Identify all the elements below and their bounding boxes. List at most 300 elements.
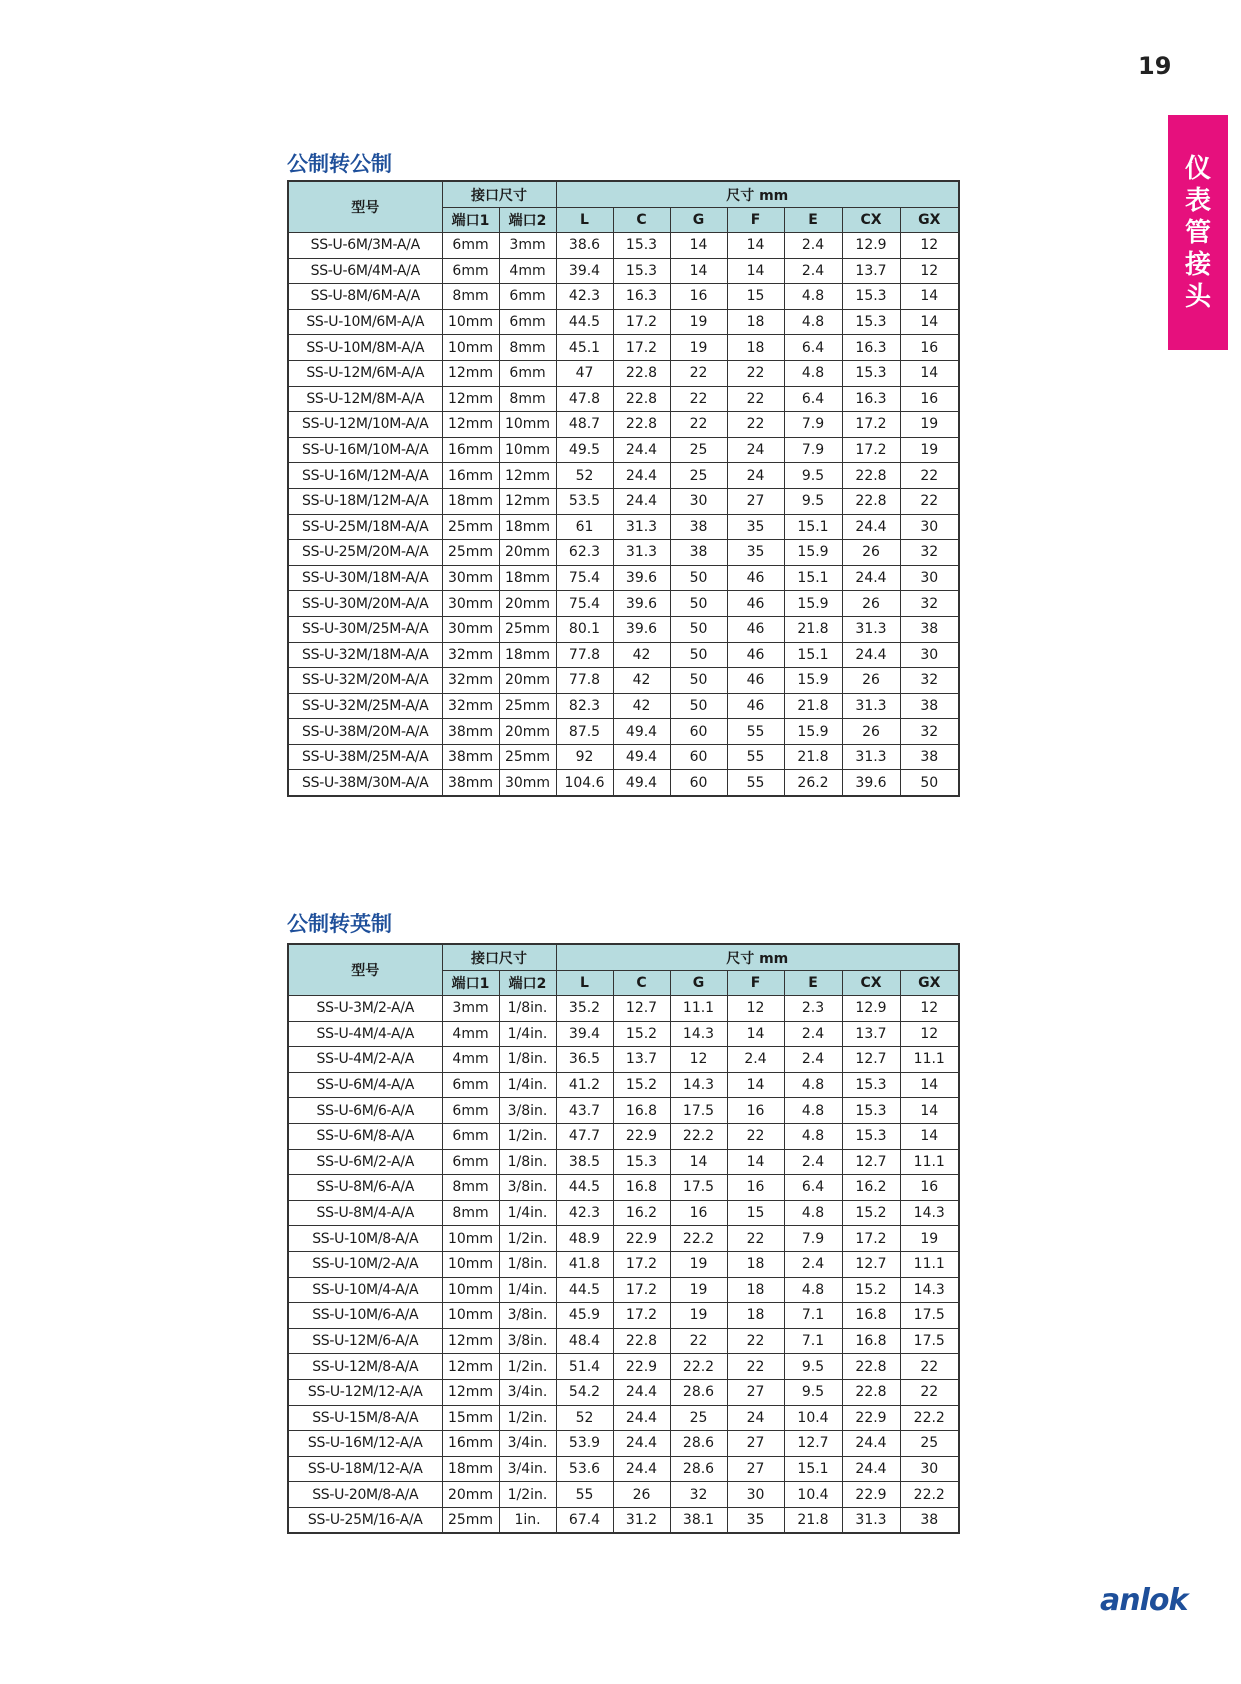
cell-port2: 3/8in.	[499, 1328, 556, 1354]
cell-dim-l: 45.9	[556, 1303, 613, 1329]
cell-dim-cx: 15.3	[842, 360, 900, 386]
cell-model: SS-U-6M/8-A/A	[288, 1123, 442, 1149]
header-dim-cx: CX	[842, 208, 900, 233]
cell-port1: 16mm	[442, 437, 499, 463]
cell-port2: 8mm	[499, 386, 556, 412]
header-dim-c: C	[613, 971, 670, 996]
cell-dim-e: 21.8	[784, 616, 842, 642]
cell-dim-l: 38.5	[556, 1149, 613, 1175]
cell-model: SS-U-38M/30M-A/A	[288, 770, 442, 796]
cell-dim-l: 80.1	[556, 616, 613, 642]
cell-port2: 20mm	[499, 668, 556, 694]
cell-model: SS-U-12M/10M-A/A	[288, 412, 442, 438]
cell-dim-cx: 24.4	[842, 642, 900, 668]
table-row	[288, 565, 959, 591]
cell-dim-cx: 17.2	[842, 1226, 900, 1252]
cell-dim-e: 15.1	[784, 514, 842, 540]
cell-port1: 10mm	[442, 1226, 499, 1252]
table-row	[288, 1021, 959, 1047]
cell-dim-l: 75.4	[556, 565, 613, 591]
brand-logo: anlok	[1100, 1583, 1188, 1618]
cell-dim-f: 27	[727, 1456, 784, 1482]
cell-port1: 12mm	[442, 360, 499, 386]
cell-dim-gx: 12	[900, 258, 959, 284]
cell-dim-c: 22.9	[613, 1354, 670, 1380]
table-row	[288, 437, 959, 463]
table-row	[288, 1175, 959, 1201]
cell-dim-g: 14.3	[670, 1021, 727, 1047]
cell-port2: 20mm	[499, 540, 556, 566]
cell-dim-e: 7.1	[784, 1328, 842, 1354]
cell-model: SS-U-4M/4-A/A	[288, 1021, 442, 1047]
cell-dim-c: 17.2	[613, 1277, 670, 1303]
cell-port2: 1/2in.	[499, 1123, 556, 1149]
cell-dim-gx: 22	[900, 1354, 959, 1380]
cell-dim-l: 48.7	[556, 412, 613, 438]
cell-dim-cx: 39.6	[842, 770, 900, 796]
cell-dim-e: 15.1	[784, 565, 842, 591]
cell-model: SS-U-32M/18M-A/A	[288, 642, 442, 668]
cell-dim-gx: 16	[900, 335, 959, 361]
cell-dim-g: 14	[670, 258, 727, 284]
cell-dim-c: 15.2	[613, 1072, 670, 1098]
cell-dim-c: 49.4	[613, 744, 670, 770]
cell-dim-gx: 32	[900, 591, 959, 617]
cell-dim-cx: 26	[842, 591, 900, 617]
table-row	[288, 1328, 959, 1354]
table-row	[288, 514, 959, 540]
cell-dim-g: 28.6	[670, 1431, 727, 1457]
cell-dim-l: 39.4	[556, 258, 613, 284]
table-row	[288, 1149, 959, 1175]
cell-port2: 10mm	[499, 412, 556, 438]
header-dim-cx: CX	[842, 971, 900, 996]
cell-dim-cx: 22.8	[842, 463, 900, 489]
cell-dim-gx: 22	[900, 1379, 959, 1405]
cell-port1: 30mm	[442, 591, 499, 617]
cell-dim-c: 22.8	[613, 360, 670, 386]
cell-dim-e: 4.8	[784, 284, 842, 310]
cell-model: SS-U-16M/12-A/A	[288, 1431, 442, 1457]
section-title-metric-to-imperial: 公制转英制	[287, 912, 392, 936]
cell-port2: 10mm	[499, 437, 556, 463]
cell-port2: 3/4in.	[499, 1431, 556, 1457]
cell-dim-f: 14	[727, 1021, 784, 1047]
cell-dim-e: 7.9	[784, 412, 842, 438]
table-row	[288, 1456, 959, 1482]
cell-dim-f: 2.4	[727, 1047, 784, 1073]
cell-port2: 1/2in.	[499, 1405, 556, 1431]
cell-dim-f: 46	[727, 591, 784, 617]
table-row	[288, 693, 959, 719]
header-dim-gx: GX	[900, 208, 959, 233]
cell-port1: 6mm	[442, 233, 499, 259]
header-port2: 端口2	[499, 208, 556, 233]
spec-table-metric-to-imperial	[287, 943, 960, 1534]
cell-port2: 12mm	[499, 488, 556, 514]
cell-dim-g: 50	[670, 642, 727, 668]
cell-model: SS-U-10M/4-A/A	[288, 1277, 442, 1303]
cell-dim-gx: 38	[900, 1507, 959, 1533]
cell-dim-gx: 17.5	[900, 1303, 959, 1329]
cell-dim-f: 22	[727, 1226, 784, 1252]
cell-dim-cx: 15.3	[842, 1098, 900, 1124]
table-row	[288, 1200, 959, 1226]
cell-dim-c: 16.8	[613, 1175, 670, 1201]
cell-model: SS-U-38M/20M-A/A	[288, 719, 442, 745]
cell-dim-f: 24	[727, 463, 784, 489]
cell-port1: 25mm	[442, 1507, 499, 1533]
cell-dim-g: 25	[670, 463, 727, 489]
cell-dim-g: 19	[670, 335, 727, 361]
cell-dim-g: 50	[670, 668, 727, 694]
cell-dim-c: 24.4	[613, 437, 670, 463]
cell-dim-e: 15.9	[784, 668, 842, 694]
cell-dim-l: 61	[556, 514, 613, 540]
cell-dim-e: 6.4	[784, 335, 842, 361]
cell-dim-g: 19	[670, 309, 727, 335]
cell-dim-f: 15	[727, 284, 784, 310]
cell-dim-f: 55	[727, 770, 784, 796]
cell-model: SS-U-8M/6-A/A	[288, 1175, 442, 1201]
cell-dim-g: 38	[670, 540, 727, 566]
table-row	[288, 642, 959, 668]
cell-dim-f: 22	[727, 1354, 784, 1380]
cell-port2: 20mm	[499, 591, 556, 617]
cell-dim-cx: 12.7	[842, 1047, 900, 1073]
cell-dim-g: 17.5	[670, 1098, 727, 1124]
cell-port2: 3/8in.	[499, 1175, 556, 1201]
header-dim-l: L	[556, 971, 613, 996]
cell-port1: 10mm	[442, 1277, 499, 1303]
cell-port2: 1/4in.	[499, 1200, 556, 1226]
header-port-size: 接口尺寸	[442, 944, 556, 971]
cell-model: SS-U-18M/12M-A/A	[288, 488, 442, 514]
cell-port1: 20mm	[442, 1482, 499, 1508]
cell-port1: 18mm	[442, 488, 499, 514]
cell-port1: 30mm	[442, 565, 499, 591]
cell-dim-g: 16	[670, 1200, 727, 1226]
cell-dim-f: 18	[727, 1251, 784, 1277]
cell-dim-l: 47.7	[556, 1123, 613, 1149]
cell-dim-f: 46	[727, 565, 784, 591]
cell-port1: 8mm	[442, 1175, 499, 1201]
cell-dim-e: 26.2	[784, 770, 842, 796]
cell-dim-f: 27	[727, 488, 784, 514]
cell-dim-g: 50	[670, 616, 727, 642]
cell-dim-e: 10.4	[784, 1405, 842, 1431]
cell-dim-cx: 22.8	[842, 1379, 900, 1405]
cell-dim-gx: 30	[900, 642, 959, 668]
cell-port1: 12mm	[442, 386, 499, 412]
cell-dim-f: 14	[727, 1072, 784, 1098]
cell-port2: 1/8in.	[499, 996, 556, 1022]
cell-port2: 18mm	[499, 565, 556, 591]
cell-dim-c: 31.3	[613, 540, 670, 566]
cell-dim-l: 49.5	[556, 437, 613, 463]
cell-dim-l: 77.8	[556, 642, 613, 668]
cell-dim-c: 24.4	[613, 1405, 670, 1431]
cell-dim-cx: 26	[842, 668, 900, 694]
cell-dim-e: 21.8	[784, 744, 842, 770]
cell-port1: 12mm	[442, 412, 499, 438]
cell-port2: 3/4in.	[499, 1456, 556, 1482]
cell-dim-c: 24.4	[613, 488, 670, 514]
cell-dim-g: 38	[670, 514, 727, 540]
cell-dim-l: 55	[556, 1482, 613, 1508]
cell-dim-gx: 32	[900, 719, 959, 745]
table-row	[288, 1507, 959, 1533]
cell-port2: 30mm	[499, 770, 556, 796]
cell-dim-l: 43.7	[556, 1098, 613, 1124]
cell-port2: 1/2in.	[499, 1226, 556, 1252]
cell-dim-l: 44.5	[556, 1277, 613, 1303]
cell-model: SS-U-16M/10M-A/A	[288, 437, 442, 463]
cell-dim-l: 53.6	[556, 1456, 613, 1482]
header-dim-f: F	[727, 208, 784, 233]
cell-dim-c: 39.6	[613, 616, 670, 642]
cell-dim-c: 17.2	[613, 309, 670, 335]
cell-dim-gx: 22	[900, 463, 959, 489]
cell-dim-e: 2.4	[784, 1021, 842, 1047]
table-row	[288, 1277, 959, 1303]
table-row	[288, 1379, 959, 1405]
cell-dim-g: 19	[670, 1303, 727, 1329]
cell-model: SS-U-32M/25M-A/A	[288, 693, 442, 719]
cell-dim-cx: 16.2	[842, 1175, 900, 1201]
table-row	[288, 1226, 959, 1252]
table-row	[288, 668, 959, 694]
cell-model: SS-U-16M/12M-A/A	[288, 463, 442, 489]
cell-port1: 18mm	[442, 1456, 499, 1482]
cell-dim-cx: 22.9	[842, 1482, 900, 1508]
header-port-size: 接口尺寸	[442, 181, 556, 208]
cell-dim-e: 2.4	[784, 1047, 842, 1073]
cell-port1: 6mm	[442, 1072, 499, 1098]
cell-dim-c: 15.2	[613, 1021, 670, 1047]
cell-dim-e: 15.9	[784, 540, 842, 566]
cell-dim-gx: 38	[900, 744, 959, 770]
cell-dim-g: 17.5	[670, 1175, 727, 1201]
cell-port1: 6mm	[442, 258, 499, 284]
cell-port1: 4mm	[442, 1021, 499, 1047]
table-row	[288, 233, 959, 259]
cell-dim-cx: 31.3	[842, 693, 900, 719]
cell-dim-g: 22.2	[670, 1226, 727, 1252]
cell-dim-cx: 16.3	[842, 335, 900, 361]
side-tab-char: 管	[1184, 217, 1211, 248]
cell-dim-e: 4.8	[784, 1123, 842, 1149]
cell-dim-l: 38.6	[556, 233, 613, 259]
cell-dim-g: 28.6	[670, 1379, 727, 1405]
cell-dim-f: 55	[727, 719, 784, 745]
cell-dim-l: 92	[556, 744, 613, 770]
cell-dim-f: 16	[727, 1175, 784, 1201]
cell-port1: 3mm	[442, 996, 499, 1022]
cell-dim-gx: 17.5	[900, 1328, 959, 1354]
header-port1: 端口1	[442, 971, 499, 996]
cell-dim-l: 39.4	[556, 1021, 613, 1047]
section-title-metric-to-metric: 公制转公制	[287, 152, 392, 176]
cell-dim-f: 18	[727, 335, 784, 361]
cell-dim-g: 11.1	[670, 996, 727, 1022]
cell-port1: 10mm	[442, 309, 499, 335]
cell-dim-c: 16.3	[613, 284, 670, 310]
cell-dim-cx: 15.2	[842, 1277, 900, 1303]
table-row	[288, 996, 959, 1022]
cell-port2: 1/4in.	[499, 1277, 556, 1303]
cell-dim-f: 22	[727, 412, 784, 438]
table-row	[288, 616, 959, 642]
cell-dim-gx: 12	[900, 233, 959, 259]
cell-dim-gx: 30	[900, 514, 959, 540]
table-row	[288, 335, 959, 361]
cell-dim-g: 22	[670, 412, 727, 438]
cell-port1: 16mm	[442, 463, 499, 489]
cell-port2: 18mm	[499, 642, 556, 668]
cell-port2: 25mm	[499, 744, 556, 770]
cell-dim-f: 24	[727, 437, 784, 463]
cell-dim-e: 4.8	[784, 1098, 842, 1124]
cell-dim-g: 14	[670, 233, 727, 259]
cell-model: SS-U-30M/20M-A/A	[288, 591, 442, 617]
cell-dim-cx: 22.8	[842, 488, 900, 514]
cell-model: SS-U-15M/8-A/A	[288, 1405, 442, 1431]
cell-model: SS-U-25M/18M-A/A	[288, 514, 442, 540]
cell-dim-f: 46	[727, 642, 784, 668]
cell-dim-cx: 13.7	[842, 258, 900, 284]
cell-port1: 10mm	[442, 1303, 499, 1329]
cell-port2: 20mm	[499, 719, 556, 745]
cell-dim-f: 14	[727, 1149, 784, 1175]
cell-port2: 3/8in.	[499, 1303, 556, 1329]
cell-dim-e: 10.4	[784, 1482, 842, 1508]
cell-dim-e: 9.5	[784, 1379, 842, 1405]
cell-dim-g: 25	[670, 1405, 727, 1431]
side-tab-char: 接	[1184, 249, 1211, 280]
cell-dim-f: 22	[727, 360, 784, 386]
cell-dim-cx: 12.9	[842, 996, 900, 1022]
category-side-tab	[1168, 115, 1228, 350]
cell-dim-g: 60	[670, 719, 727, 745]
cell-port1: 15mm	[442, 1405, 499, 1431]
cell-dim-e: 6.4	[784, 386, 842, 412]
cell-port2: 25mm	[499, 693, 556, 719]
cell-dim-f: 46	[727, 693, 784, 719]
cell-dim-e: 2.4	[784, 258, 842, 284]
cell-dim-g: 22	[670, 1328, 727, 1354]
cell-dim-g: 28.6	[670, 1456, 727, 1482]
cell-dim-cx: 22.9	[842, 1405, 900, 1431]
cell-dim-cx: 16.8	[842, 1303, 900, 1329]
cell-port1: 10mm	[442, 1251, 499, 1277]
cell-dim-l: 36.5	[556, 1047, 613, 1073]
cell-dim-l: 47.8	[556, 386, 613, 412]
cell-dim-f: 22	[727, 386, 784, 412]
cell-dim-cx: 31.3	[842, 616, 900, 642]
cell-port2: 6mm	[499, 284, 556, 310]
cell-dim-cx: 24.4	[842, 565, 900, 591]
cell-dim-l: 51.4	[556, 1354, 613, 1380]
cell-dim-l: 53.9	[556, 1431, 613, 1457]
table-row	[288, 1405, 959, 1431]
cell-dim-g: 14	[670, 1149, 727, 1175]
cell-model: SS-U-30M/18M-A/A	[288, 565, 442, 591]
cell-dim-gx: 32	[900, 540, 959, 566]
cell-port1: 25mm	[442, 540, 499, 566]
cell-dim-cx: 16.8	[842, 1328, 900, 1354]
cell-port2: 1/4in.	[499, 1021, 556, 1047]
cell-dim-gx: 14	[900, 360, 959, 386]
cell-model: SS-U-12M/8M-A/A	[288, 386, 442, 412]
cell-port1: 38mm	[442, 744, 499, 770]
cell-model: SS-U-6M/3M-A/A	[288, 233, 442, 259]
cell-dim-cx: 15.3	[842, 284, 900, 310]
cell-dim-f: 27	[727, 1379, 784, 1405]
cell-dim-c: 17.2	[613, 1251, 670, 1277]
cell-dim-c: 22.9	[613, 1123, 670, 1149]
cell-model: SS-U-20M/8-A/A	[288, 1482, 442, 1508]
cell-port2: 1/8in.	[499, 1047, 556, 1073]
cell-dim-gx: 14	[900, 1098, 959, 1124]
cell-dim-e: 21.8	[784, 1507, 842, 1533]
cell-port1: 10mm	[442, 335, 499, 361]
cell-dim-e: 4.8	[784, 1200, 842, 1226]
cell-dim-l: 104.6	[556, 770, 613, 796]
cell-dim-c: 31.2	[613, 1507, 670, 1533]
table-row	[288, 540, 959, 566]
cell-dim-c: 22.8	[613, 386, 670, 412]
cell-port1: 6mm	[442, 1123, 499, 1149]
cell-dim-l: 48.9	[556, 1226, 613, 1252]
cell-dim-e: 4.8	[784, 1072, 842, 1098]
header-dim-e: E	[784, 208, 842, 233]
cell-dim-c: 24.4	[613, 1456, 670, 1482]
cell-dim-e: 9.5	[784, 463, 842, 489]
cell-dim-gx: 25	[900, 1431, 959, 1457]
cell-dim-l: 41.2	[556, 1072, 613, 1098]
cell-dim-gx: 32	[900, 668, 959, 694]
cell-dim-e: 9.5	[784, 1354, 842, 1380]
cell-dim-gx: 30	[900, 565, 959, 591]
cell-dim-g: 22	[670, 386, 727, 412]
cell-dim-c: 39.6	[613, 565, 670, 591]
table-row	[288, 1303, 959, 1329]
header-dim-gx: GX	[900, 971, 959, 996]
cell-dim-f: 18	[727, 1277, 784, 1303]
cell-port2: 3/4in.	[499, 1379, 556, 1405]
cell-dim-f: 46	[727, 616, 784, 642]
cell-dim-gx: 14	[900, 1072, 959, 1098]
cell-dim-e: 21.8	[784, 693, 842, 719]
cell-model: SS-U-30M/25M-A/A	[288, 616, 442, 642]
cell-dim-g: 25	[670, 437, 727, 463]
cell-model: SS-U-32M/20M-A/A	[288, 668, 442, 694]
cell-dim-c: 17.2	[613, 1303, 670, 1329]
cell-dim-g: 19	[670, 1251, 727, 1277]
cell-port1: 12mm	[442, 1379, 499, 1405]
cell-dim-e: 15.1	[784, 642, 842, 668]
cell-dim-c: 39.6	[613, 591, 670, 617]
cell-dim-e: 2.4	[784, 1149, 842, 1175]
cell-dim-c: 24.4	[613, 1431, 670, 1457]
cell-dim-g: 50	[670, 693, 727, 719]
cell-dim-e: 9.5	[784, 488, 842, 514]
cell-dim-e: 7.9	[784, 1226, 842, 1252]
cell-model: SS-U-18M/12-A/A	[288, 1456, 442, 1482]
cell-dim-gx: 16	[900, 386, 959, 412]
header-dim-g: G	[670, 971, 727, 996]
